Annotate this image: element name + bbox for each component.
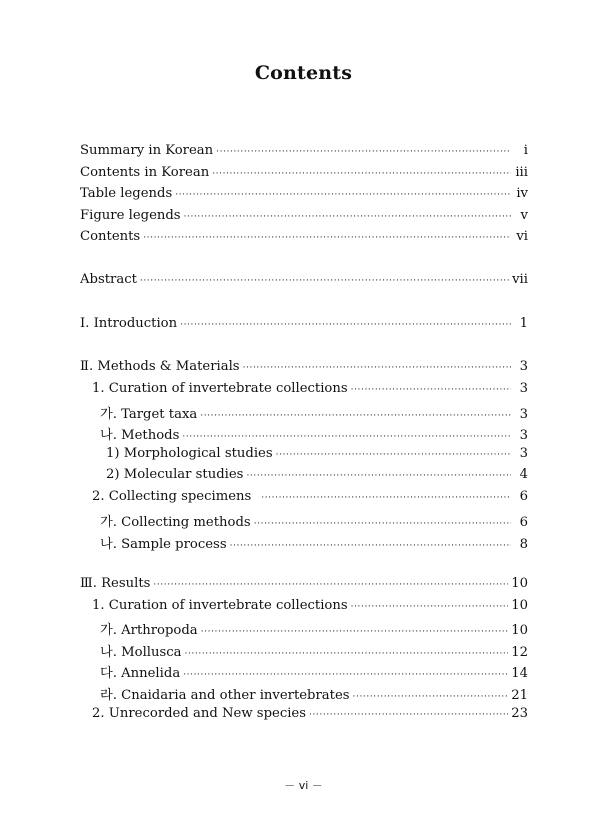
toc-label: Abstract [80,272,137,287]
toc-entry-curation-methods[interactable] [92,381,528,401]
toc-leader [254,519,511,529]
toc-label: 1) Morphological studies [106,446,273,461]
toc-page-number: i [523,143,528,158]
toc-leader [184,212,511,222]
toc-entry-introduction[interactable] [80,316,528,336]
toc-page-number: 3 [519,446,528,461]
toc-label: Table legends [80,186,173,201]
toc-leader [261,493,511,503]
toc-entry-abstract[interactable] [80,272,528,292]
toc-label: 다. Annelida [100,666,181,681]
page-title: Contents [254,62,353,84]
toc-leader [200,411,511,421]
toc-label: Contents [80,229,141,244]
toc-page-number: 3 [519,428,528,443]
toc-entry-unrecorded-new-species[interactable] [92,706,528,726]
toc-leader [230,541,511,551]
toc-leader [180,320,511,330]
toc-leader [243,363,511,373]
toc-entry-curation-results[interactable] [92,598,528,618]
toc-label: Figure legends [80,208,181,223]
toc-label: Contents in Korean [80,165,210,180]
toc-label: 라. Cnaidaria and other invertebrates [100,688,350,703]
toc-entry-target-taxa[interactable] [100,403,528,423]
toc-entry-results[interactable] [80,576,528,596]
toc-entry-cnaidaria[interactable] [100,684,528,704]
toc-label: 나. Mollusca [100,645,182,660]
page-number-footer: － vi － [284,779,323,792]
toc-label: 2) Molecular studies [106,467,244,482]
toc-entry-molecular-studies[interactable] [106,467,528,487]
toc-leader [201,627,509,637]
toc-entry-contents-in-korean[interactable] [80,165,528,185]
toc-label: 1. Curation of invertebrate collections [92,381,348,396]
toc-page-number: 12 [511,645,528,660]
toc-leader [353,692,509,702]
toc-leader [185,649,509,659]
toc-leader [351,385,511,395]
toc-label: 가. Collecting methods [100,515,251,530]
toc-page-number: 6 [519,515,528,530]
toc-label: Summary in Korean [80,143,214,158]
toc-entry-morphological-studies[interactable] [106,446,528,466]
toc-page-number: 1 [519,316,528,331]
toc-entry-methods[interactable] [100,424,528,444]
toc-leader [276,450,511,460]
toc-entry-summary-in-korean[interactable] [80,143,528,163]
toc-page-number: vi [516,229,528,244]
toc-label: 2. Unrecorded and New species [92,706,307,721]
toc-leader [153,580,508,590]
toc-entry-figure-legends[interactable] [80,208,528,228]
toc-page-number: 10 [511,598,528,613]
toc-label: 나. Methods [100,428,180,443]
toc-leader [143,233,511,243]
toc-page-number: vii [512,272,528,287]
toc-page-number: 23 [511,706,528,721]
toc-leader [246,471,511,481]
toc-leader [182,432,511,442]
toc-leader [140,276,509,286]
toc-leader [216,147,511,157]
toc-page-number: 21 [511,688,528,703]
toc-label: Ⅰ. Introduction [80,316,178,331]
toc-entry-table-legends[interactable] [80,186,528,206]
toc-entry-collecting-methods[interactable] [100,511,528,531]
toc-page-number: 4 [519,467,528,482]
toc-leader [183,670,508,680]
toc-label: 1. Curation of invertebrate collections [92,598,348,613]
toc-label: 2. Collecting specimens [92,489,252,504]
toc-page-number: 14 [511,666,528,681]
toc-leader [309,710,508,720]
toc-label: Ⅱ. Methods & Materials [80,359,240,374]
toc-page-number: 3 [519,359,528,374]
toc-entry-methods-materials[interactable] [80,359,528,379]
toc-label: Ⅲ. Results [80,576,151,591]
toc-entry-contents[interactable] [80,229,528,249]
toc-page-number: 3 [519,381,528,396]
toc-page-number: 10 [511,576,528,591]
toc-page-number: v [520,208,528,223]
toc-leader [212,169,511,179]
toc-label: 가. Arthropoda [100,623,198,638]
toc-page-number: iii [515,165,528,180]
toc-page-number: 3 [519,407,528,422]
toc-page-number: 6 [519,489,528,504]
toc-entry-collecting-specimens[interactable] [92,489,528,509]
toc-label: 가. Target taxa [100,407,198,422]
toc-page-number: 10 [511,623,528,638]
toc-entry-arthropoda[interactable] [100,619,528,639]
toc-entry-mollusca[interactable] [100,641,528,661]
toc-label: 나. Sample process [100,537,227,552]
toc-leader [351,602,509,612]
toc-entry-sample-process[interactable] [100,533,528,553]
toc-page-number: iv [516,186,528,201]
toc-leader [175,190,511,200]
toc-page-number: 8 [519,537,528,552]
toc-entry-annelida[interactable] [100,662,528,682]
